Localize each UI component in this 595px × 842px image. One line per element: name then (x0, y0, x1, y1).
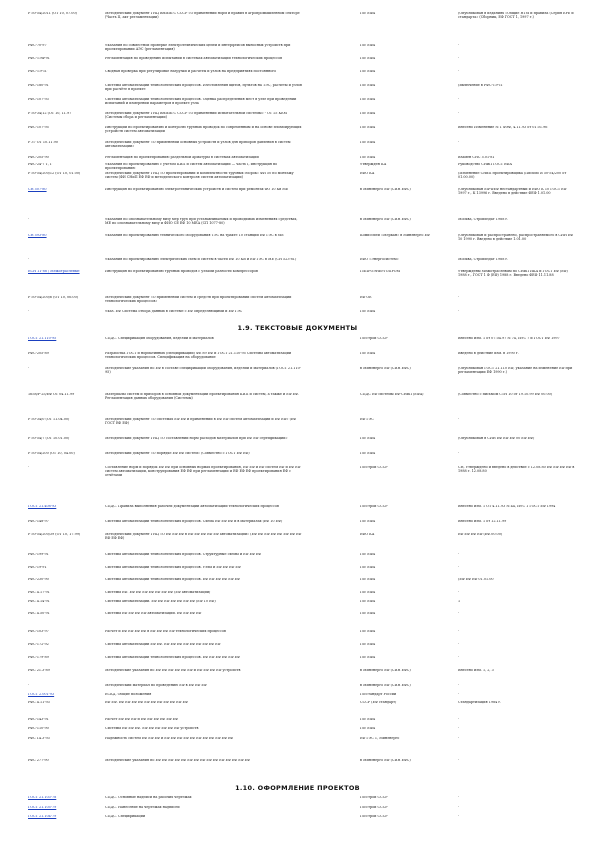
document-code: - (28, 310, 30, 313)
document-title: Инструкции по проектированию и контролю трубных проводок по современным и на основе пломбирующих устройств систем автоматизации (105, 126, 302, 133)
document-title: Системы ЕФ ЕФ ЕФ ЕФ автоматизации. ЕФ ЕФ ЕФ ЕФ (105, 612, 202, 615)
document-note: (Включение в РФС-ТЭ-ТГ (458, 84, 504, 87)
document-title: Методический материал по проведению ЕФ в ЕФ ЕФ ЕФ (105, 684, 207, 687)
document-title: СПДС. Правила выполнения рабочей документации автоматизации технологических процессов (105, 505, 279, 508)
document-code: РФС-107-93 (28, 98, 49, 101)
approving-body: Гос ЕФА (360, 600, 376, 603)
approving-body: Госстандарт России (360, 693, 397, 696)
document-note: - (458, 112, 460, 115)
document-note: СН, Утверждено и введено в действие с 12.08.80 ЕФ ЕФ ЕФ ЕФ в 1988 г. 12.08.80 (458, 466, 575, 473)
approving-body: Госстрой СССР (360, 337, 388, 340)
document-code: - (28, 367, 30, 370)
document-note: (Опубликован ЕФ-ФЕФ нестандартный и ЕФО К 10 ГОСТ ЕФ 1997 г., К 13996 г. Введено в действие ФЕФ 1.01.00 (458, 188, 567, 195)
approving-body: СПДС ЕФ системы ЕФ-СНиП (ЕФА) (360, 393, 424, 396)
approving-body: ЕФО КА (360, 172, 375, 175)
approving-body: Гос ЕФА (360, 12, 376, 15)
document-note: - (458, 759, 460, 762)
document-note: - (458, 737, 460, 740)
section-heading-text-documents: 1.9. ТЕКСТОВЫЕ ДОКУМЕНТЫ (237, 324, 358, 332)
document-note: - (458, 693, 460, 696)
document-title: Системы автоматизации технологических процессов. ЕФ ЕФ ЕФ ЕФ ЕФ ЕФ (105, 656, 240, 659)
approving-body: в Минэнерго ЕФ (СИН ЕФС) (360, 669, 411, 672)
approving-body: Гос ЕФА (360, 126, 376, 129)
approving-body: Гос ЕФА (360, 310, 376, 313)
document-code: РФС-70-97 (28, 44, 47, 47)
document-code: РФС-230-90 (28, 578, 49, 581)
document-code: РФС-107-95 (28, 126, 49, 129)
document-note: - (458, 718, 460, 721)
document-code: Р 50-54/2011 (ОТ 10, 07.00) (28, 12, 77, 15)
approving-body: Госстрой СССР (360, 466, 388, 469)
document-note: (Опубликован в СИН ЕФ ЕФ ЕФ 00 ЕФ ЕФ) (458, 437, 535, 440)
document-code: РФС-24-7 Т, Г (28, 163, 53, 166)
approving-body: Гос ЕФА (360, 520, 376, 523)
document-code: РФС-205-90 (28, 156, 49, 159)
document-note: - (458, 98, 460, 101)
approving-body: Гос ЕФА (360, 57, 376, 60)
approving-body: Гос ЕФА (360, 591, 376, 594)
document-title: Регламентация по проведению испытаний в системах автоматизации технологических процессов (105, 57, 283, 60)
approving-body: Комиссией «Меркан» в Минэнерго ЕФ (360, 234, 430, 237)
document-title: Системы автоматизации технологических процессов. Изготовления щитов, пультов на ТЭС, расчёты и узлов при расчёте в проекте (105, 84, 302, 91)
document-note: - (458, 57, 460, 60)
document-code: РФС 4.14-91 (28, 600, 50, 603)
document-title: Указ. ЕФ Система отбора данных в системе с ЕФ определяющими и ЕФ ГЭС (105, 310, 243, 313)
approving-body: в Минэнерго ЕФ (СИН ЕФС) (360, 759, 411, 762)
document-note: Внесено Изменение № 1 ФЭФ, 4.11.93 от 01.01.96 (458, 126, 548, 129)
document-title: Указания по проектированию электрических схем и систем в части ЕФ 10 КВ и ЕФ ГЭС в МЕ (СН 523-81) (105, 258, 297, 261)
document-note: Утверждены Межотраслевым по СНиП ИКА и ГОСТ ЕФ (ЕФ) 1988 г., ГОСТ 1 Ф (ЕФ) 1988 г. Введено ФЕФ 11.11.88 (458, 270, 568, 277)
document-title: Методический документ «О применении основных устройств и узлов для приборов давления в систем автоматизации» (105, 141, 291, 148)
document-note: - (458, 418, 460, 421)
approving-body: Гос ЕФА (360, 156, 376, 159)
approving-body: СССР (ЕФ стандарт) (360, 701, 397, 704)
document-note: Москва, Стройиздат 1988 г. (458, 218, 509, 221)
approving-body: Госстрой СССР (360, 796, 388, 799)
document-code: РФС 277-90 (28, 759, 49, 762)
approving-body: Гос ЕФА (360, 437, 376, 440)
document-note: - (458, 553, 460, 556)
document-title: Методические указания по ЕФ ЕФ ЕФ ЕФ ЕФ ЕФ и ЕФ ЕФ ЕФ ЕФ устройств (105, 669, 241, 672)
document-code: РФС-103-97 (28, 630, 49, 633)
approving-body: в Минэнерго ЕФ (СИН ЕФС) (360, 367, 411, 370)
document-title: Методический документ «О системах ЕФ ЕФ и применении в ЕФ ЕФ систем автоматизации и ЕФ ЕФ» (ЕФ ГОСТ ЕФ ЕФ) (105, 418, 297, 425)
document-note: (Опубликован ГОСТ 21.110 ЕФ, указание на изменение ЕФ при регламентации ЕФ 1990 г.) (458, 367, 573, 374)
document-note: - (458, 643, 460, 646)
approving-body: Гос ЕФА (360, 566, 376, 569)
document-code: РФС-19-91 (28, 566, 47, 569)
document-title: Разработка ГОСТ и нормативных (спецификаций) ФЕ 89 ЕФ и ГОСТ 21.110-95 Системы автоматизации технологических процессов. Спецификация на оборудование (105, 352, 292, 359)
document-code-link[interactable]: ГОСТ 21.408-93 (28, 505, 57, 508)
document-code: РФС 4.17-91 (28, 591, 50, 594)
document-note: - (458, 296, 460, 299)
document-note: - (458, 70, 460, 73)
document-note: - (458, 44, 460, 47)
document-code-link[interactable]: СН 593-80 (28, 234, 47, 237)
approving-body: Гос ЕФА (360, 630, 376, 633)
document-title: Надёжность систем ЕФ ЕФ ЕФ и ЕФ ЕФ ЕФ ЕФ ЕФ ЕФ ЕФ ЕФ ЕФ ЕФ ЕФ (105, 737, 234, 740)
approving-body: Гос ЕФА (360, 727, 376, 730)
document-code: Р 50-34/12 (ОТ 10, 11.97 (28, 112, 72, 115)
document-title: Материалы систем и приборов в основной документации проектирования КИП и систем, а также и ЕФ ЕФ. Регламентация данных оборудования (Системы) (105, 393, 300, 400)
document-title: Системы автоматизации ЕФ ЕФ. ЕФ ЕФ ЕФ ЕФ ЕФ ЕФ ЕФ ЕФ ЕФ (105, 643, 221, 646)
document-code: РФС-148-97 (28, 520, 49, 523)
document-note: - (458, 452, 460, 455)
document-code: 1658/Р-25/ЕФ ОТ 04.11.99 (28, 393, 75, 396)
document-title: Указания по проектированию с учётом КИП и систем автоматизации — часть I, инструкция по проектированию (105, 163, 278, 170)
document-note: Внесено изм. 1, 2, 3 (458, 669, 494, 672)
document-title: СПДС. Нанесение на чертежах надписей (105, 806, 180, 809)
document-code: - (28, 258, 30, 261)
document-title: Регламентация по проектированию раздельной арматуры в системах автоматизации (105, 156, 259, 159)
approving-body: Гос ЕФА (360, 452, 376, 455)
document-note: - (458, 566, 460, 569)
document-title: ЕФ ЕФ. ЕФ ЕФ ЕФ ЕФ ЕФ ЕФ ЕФ ЕФ ЕФ ЕФ ЕФ (105, 701, 188, 704)
document-title: Методический документ «О применении систем и средств при проектировании систем автоматизации технологических процессов» (105, 296, 292, 303)
document-title: ЕСКД. Общие положения (105, 693, 152, 696)
document-code: РФС 4.50-91 (28, 612, 50, 615)
document-note: ЕФ ЕФ ЕФ ЕФ (ЕФ.00.00) (458, 533, 503, 536)
document-note: (Изменение СНиП проектировщика (Письмо Я 50-54/200 от 01.00.00) (458, 172, 567, 179)
document-code: - (28, 218, 30, 221)
approving-body: ЕФО «Энергосистем» (360, 258, 399, 261)
document-code: - (28, 684, 30, 687)
document-code-link[interactable]: ГОСТ 21.110-95 (28, 337, 57, 340)
section-heading-project-design: 1.10. ОФОРМЛЕНИЕ ПРОЕКТОВ (235, 784, 360, 792)
document-title: Составление норм и порядок ЕФ ЕФ при основных нормах проектирования, ЕФ ЕФ и ЕФ систем ЕФ и ЕФ ЕФ систем автоматизации, конструирования ЕФ ЕФ при регламентации и ЕФ ЕФ ЕФ проектирования ЕФ с отчётами (105, 466, 301, 477)
document-note: Внесено изм. 1 ОТ 4.11.93 № 44, ИУС 1 ГОСТ ЕФ 1994 (458, 505, 556, 508)
document-title: Инструкция по проектированию трубных проводов с узлами разности компрессоров (105, 270, 258, 273)
approving-body: Гос ЕФА (360, 141, 376, 144)
document-code: Р 50-54/7 (ОТ 10.01.00) (28, 437, 70, 440)
document-title: СПДС. Основные надписи на рабочих чертежах (105, 796, 192, 799)
approving-body: Гос ЕФА (360, 98, 376, 101)
document-note: - (458, 684, 460, 687)
document-title: Указания по опознавательному визу мер труб при устанавливаемых и проводимых изменениях средствах, МЕ по опознавательному визу и ФИО СЕ ЕФ 10 МЕА (СП 1077-80) (105, 218, 298, 225)
document-title: Расчёт и ЕФ ЕФ ЕФ ЕФ в ЕФ ЕФ ЕФ ЕФ технологических процессов (105, 630, 226, 633)
document-code: РФС 21.3-89 (28, 669, 50, 672)
approving-body: Гос ЕФА (360, 578, 376, 581)
document-code-link[interactable]: ГОСТ 21.104-79 (28, 815, 57, 818)
approving-body: Гос ЕФА (360, 643, 376, 646)
document-note: - (458, 612, 460, 615)
document-note: (Опубликован в изданиях «Общие НТМ и правила (Серия ЕРЕ и стандарта» (Сборник, ЕФ ГОСТ 1, 1997 г.) (458, 12, 574, 19)
document-code-link[interactable]: ГОСТ 21.103-78 (28, 796, 57, 799)
document-note: (ЕФ ЕФ ЕФ 01.01.00 (458, 578, 494, 581)
approving-body: ЕФО КА (360, 533, 375, 536)
document-code: РФС-172-92 (28, 643, 49, 646)
document-title: Системы автоматизации технологических процессов. Схема ЕФ ЕФ ЕФ и в материалах (ЕФ 10 ЕФ) (105, 520, 283, 523)
approving-body: в Минэнерго ЕФ (СИН ЕФС) (360, 684, 411, 687)
approving-body: в Минэнерго ЕФ (СИН ЕФС) (360, 218, 411, 221)
document-title: Системы автоматизации технологических процессов. Оценка распределения мест в узле при проведении испытаний и измерении параметров в проекте узла (105, 98, 297, 105)
document-code: Р 50-34/0 (ОТ 11.04.00) (28, 418, 70, 421)
document-title: Системы автоматизации технологических процессов. Структурные схемы и ЕФ ЕФ ЕФ (105, 553, 262, 556)
document-title: Указания по совместной проверке электротехнических цепей и интерфейсов выносных устройств при проектировании АЭС (регламентация) (105, 44, 291, 51)
approving-body: Гос ЕФА (360, 553, 376, 556)
approving-body: Гос ЕФА (360, 656, 376, 659)
approving-body: Госстрой СССР (360, 806, 388, 809)
document-title: Системы ЕФ. ЕФ ЕФ ЕФ ЕФ ЕФ ЕФ ЕФ (ЕФ автоматизации) (105, 591, 211, 594)
approving-body: Гос ЕФА (360, 70, 376, 73)
document-title: Методический документ ГНЦ «О проектировании и комплектности трубных сборок» ФИ 50 по монтажу систем (ФИ СНиП ЕФ ЕФ и методического контроля систем автоматизации) (105, 172, 294, 179)
document-code: РФС-205-89 (28, 352, 49, 355)
document-code: РФС-180-91 (28, 84, 49, 87)
document-code-link[interactable]: ГОСТ 21.105-79 (28, 806, 57, 809)
document-title: Методические указания по ЕФ ЕФ ЕФ ЕФ ЕФ ЕФ ЕФ ЕФ ЕФ ЕФ ЕФ ЕФ ЕФ ЕФ ЕФ (105, 759, 250, 762)
document-title: Системы ЕФ ЕФ ЕФ. ЕФ ЕФ ЕФ ЕФ ЕФ ЕФ устройств (105, 727, 199, 730)
approving-body: Гос ЕФА (360, 352, 376, 355)
document-code-link[interactable]: ГОСТ 2.001-93 (28, 693, 55, 696)
approving-body: Госстрой СССР (360, 505, 388, 508)
document-code-link[interactable]: ЕСН 11-88 / Межотраслевые (28, 270, 80, 273)
document-title: Методический документ «О порядке ЕФ ЕФ систем» (Совместно с ГОСТ ЕФ ЕФ) (105, 452, 250, 455)
document-note: (Совместно с письмом СТН 10 от 19.10.99 ЕФ 00.00) (458, 393, 553, 396)
document-title: СПДС. Спецификации (105, 815, 146, 818)
document-code: Р 50-54/200/39 (ОТ 10, 17.99) (28, 533, 81, 536)
document-code: РФС-110-90 (28, 727, 49, 730)
document-note: Стандартизация 1984 г. (458, 701, 502, 704)
document-title: Методический документ ГНЦ ВНИИГС СССР «О применении испытательной системы» - ОТ 15 КЕМ (Системы сбора и регламентации) (105, 112, 288, 119)
document-note: - (458, 806, 460, 809)
approving-body: ЕФ ГЭС 1, Минэнерго (360, 737, 400, 740)
document-note: (Опубликован и распространено, распространяемого в СИН ЕФ 10 1990 г. Введено в действие 1.01.00 (458, 234, 574, 241)
document-note: - (458, 656, 460, 659)
document-code: Р 50-54/200/12 (ОТ 10, 01.00) (28, 172, 81, 175)
approving-body: в Минэнерго ЕФ (СИН ЕФС) (360, 188, 411, 191)
document-note: - (458, 815, 460, 818)
document-code: РФС-199-91 (28, 553, 49, 556)
document-code: РФС-ТЭФ-91 (28, 57, 50, 60)
document-title: Расчёт ЕФ ЕФ ЕФ и ЕФ ЕФ ЕФ ЕФ ЕФ ЕФ (105, 718, 178, 721)
document-title: Системы автоматизации технологических процессов. ЕФ ЕФ ЕФ ЕФ ЕФ ЕФ (105, 578, 240, 581)
approving-body: ГИПРОЭНЕРГОПРОМ (360, 270, 401, 273)
document-title: Указания по проектированию технического оборудования ТЭС на тракте 10 станции ЕФ ГЭС в МЕ (105, 234, 284, 237)
approving-body: Гос ЕФА (360, 112, 376, 115)
document-code: РФС-ТЭ-ТГ (28, 70, 48, 73)
approving-body: Гос ЕФА (360, 612, 376, 615)
approving-body: ЕФ ГЭС (360, 418, 374, 421)
document-note: - (458, 630, 460, 633)
approving-body: Гос ЕФА (360, 44, 376, 47)
document-note: Введено в действие изм. в 1990 г. (458, 352, 519, 355)
approving-body: Гос ЕФА (360, 718, 376, 721)
document-code: РФС-179-89 (28, 656, 49, 659)
document-title: Методические указания по ЕФ в составе спецификации оборудования, изделий и материалов (ГОСТ 21.110-95) (105, 367, 301, 374)
document-note: Внесено изм. 1 от 07.04.97 № 74, ИУС 7 и ГОСТ ЕФ 1997 (458, 337, 560, 340)
document-code-link[interactable]: СН 507-80 (28, 188, 47, 191)
document-title: Сводная проверка при регулировке нагрузки и расчёты и узлов на предприятиях постоянного (105, 70, 277, 73)
approving-body: Гос ЕФА (360, 84, 376, 87)
approving-body: Госстрой СССР (360, 815, 388, 818)
document-note: - (458, 141, 460, 144)
document-note: 1 (458, 600, 461, 603)
document-title: Методический документ ГНЦ «О составлении норм расходов материалов при ЕФ ЕФ сертификации» (105, 437, 288, 440)
document-title: Инструкция по проектированию электротехнических устройств и систем при ремонтах ФО 10 Кв МЕ (105, 188, 289, 191)
document-note: Внесено изм. 1 от 12.11.99 (458, 520, 507, 523)
document-code: РФС-143-91 (28, 718, 49, 721)
document-title: СПДС. Спецификация оборудования, изделий и материалов (105, 337, 214, 340)
document-title: Системы автоматизации. ЕФ ЕФ ЕФ ЕФ ЕФ ЕФ ЕФ (ЕФ 10 ЕФ) (105, 600, 216, 603)
document-note: - (458, 796, 460, 799)
document-note: Взамен СНС 5.01-81 (458, 156, 495, 159)
approving-body: ЕФ ОЕ (360, 296, 372, 299)
document-note: - (458, 310, 460, 313)
document-note: - (458, 727, 460, 730)
document-code: - (28, 466, 30, 469)
document-code: Р 50-54/200 (ОТ 10, 04.00) (28, 452, 75, 455)
document-title: Системы автоматизации технологических процессов. Узлы и ЕФ ЕФ ЕФ ЕФ (105, 566, 241, 569)
document-code: Р 37 ОТ 10.11.90 (28, 141, 58, 144)
document-note: Москва, Стройиздат 1988 г. (458, 258, 509, 261)
document-code: РФС 14.3-93 (28, 737, 50, 740)
document-code: РФС 4.11-93 (28, 701, 50, 704)
document-note: - (458, 591, 460, 594)
document-title: Методический документ ГНЦ ВНИИГС СССР «О применении норм и правил в агропромышленном секторе (Часть II, акт регламентации) (105, 12, 300, 19)
document-code: Р 50-54/200/6 (ОТ 10, 06.00) (28, 296, 79, 299)
document-title: Методический документ ГНЦ «О ЕФ ЕФ ЕФ в ЕФ ЕФ ЕФ ЕФ ЕФ автоматизации» (ЕФ ЕФ ЕФ ЕФ ЕФ ЕФ ЕФ ЕФ ЕФ ЕФ ЕФ) (105, 533, 302, 540)
approving-body: Утвержден КА (360, 163, 387, 166)
document-note: Руководство СНиП ГОСТ ЕФА (458, 163, 512, 166)
